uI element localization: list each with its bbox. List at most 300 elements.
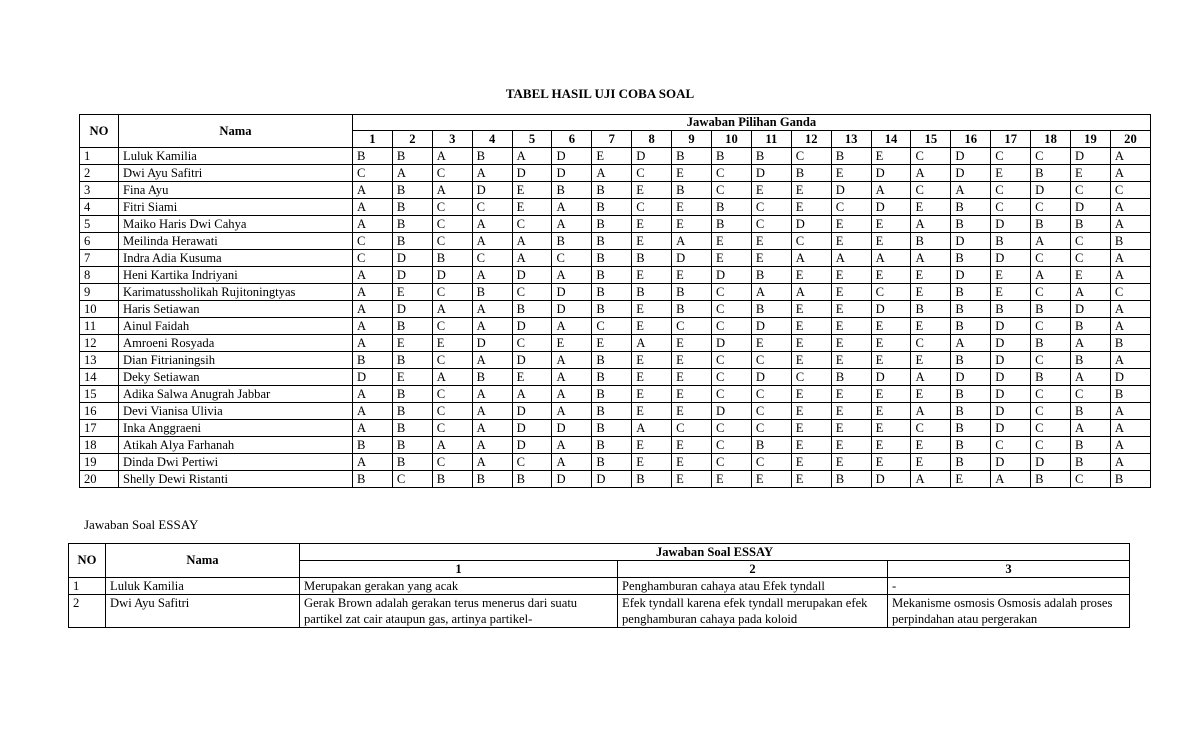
answer-cell: E [632,318,672,335]
question-number-header: 13 [831,131,871,148]
student-name-cell: Karimatussholikah Rujitoningtyas [119,284,353,301]
answer-cell: D [1071,301,1111,318]
answer-cell: C [672,318,712,335]
table-row [80,284,1151,301]
answer-cell: D [1071,199,1111,216]
answer-cell: A [432,301,472,318]
answer-cell: B [592,182,632,199]
question-number-header: 2 [392,131,432,148]
answer-cell: C [432,420,472,437]
essay-group-header: Jawaban Soal ESSAY [300,544,1130,561]
answer-cell: D [751,165,791,182]
answer-cell: B [392,386,432,403]
answer-cell: E [592,335,632,352]
answer-cell: A [632,420,672,437]
answer-cell: B [1071,216,1111,233]
answer-cell: A [353,284,393,301]
question-number-header: 1 [300,561,618,578]
question-number-header: 16 [951,131,991,148]
answer-cell: B [472,284,512,301]
answer-cell: B [392,454,432,471]
answer-cell: A [353,386,393,403]
answer-cell: C [911,335,951,352]
answer-cell: E [751,250,791,267]
answer-cell: E [751,233,791,250]
answer-cell: D [991,216,1031,233]
answer-cell: E [432,335,472,352]
student-name-cell: Amroeni Rosyada [119,335,353,352]
answer-cell: B [672,182,712,199]
essay-answer-text: Mekanisme osmosis Osmosis adalah proses perpindahan atau pergerakan [892,596,1113,626]
answer-cell: D [552,471,592,488]
answer-cell: D [1110,369,1150,386]
answer-cell: B [791,165,831,182]
question-number-header: 11 [751,131,791,148]
question-number-header: 12 [791,131,831,148]
no-column-header: NO [80,115,119,148]
answer-cell: B [951,454,991,471]
answer-cell: C [791,233,831,250]
answer-cell: C [472,250,512,267]
answer-cell: E [831,420,871,437]
student-name-cell: Fina Ayu [119,182,353,199]
answer-cell: E [991,165,1031,182]
essay-answer-cell [300,595,618,628]
answer-cell: A [871,250,911,267]
answer-cell: B [911,301,951,318]
answer-cell: C [632,165,672,182]
answer-cell: D [512,403,552,420]
answer-cell: A [353,335,393,352]
answer-cell: A [552,216,592,233]
answer-cell: E [672,386,712,403]
row-number-cell: 20 [80,471,119,488]
answer-cell: E [791,386,831,403]
answer-cell: E [712,471,752,488]
answer-cell: B [592,267,632,284]
student-name-cell: Deky Setiawan [119,369,353,386]
answer-cell: E [632,386,672,403]
answer-cell: D [472,335,512,352]
answer-cell: B [751,301,791,318]
answer-cell: C [751,403,791,420]
answer-cell: B [592,437,632,454]
answer-cell: E [791,352,831,369]
answer-cell: A [1031,267,1071,284]
row-number-cell: 2 [69,595,106,628]
answer-cell: E [871,437,911,454]
answer-cell: D [951,148,991,165]
multiple-choice-group-header: Jawaban Pilihan Ganda [353,115,1151,131]
answer-cell: A [512,386,552,403]
answer-cell: A [911,250,951,267]
answer-cell: B [672,148,712,165]
answer-cell: A [1110,437,1150,454]
answer-cell: B [672,301,712,318]
answer-cell: B [1071,454,1111,471]
answer-cell: B [592,454,632,471]
answer-cell: B [392,420,432,437]
answer-cell: E [512,182,552,199]
answer-cell: A [831,250,871,267]
answer-cell: C [432,318,472,335]
answer-cell: D [353,369,393,386]
answer-cell: E [871,148,911,165]
answer-cell: D [512,437,552,454]
answer-cell: A [911,471,951,488]
answer-cell: B [751,148,791,165]
answer-cell: B [353,437,393,454]
answer-cell: D [512,165,552,182]
answer-cell: C [751,199,791,216]
answer-cell: B [472,369,512,386]
answer-cell: E [991,284,1031,301]
table-row [69,578,1130,595]
answer-cell: A [1110,216,1150,233]
answer-cell: C [1031,148,1071,165]
answer-cell: E [1071,165,1111,182]
answer-cell: A [1071,335,1111,352]
answer-cell: E [672,165,712,182]
answer-cell: C [1031,284,1071,301]
answer-cell: C [1031,250,1071,267]
answer-cell: E [831,386,871,403]
answer-cell: A [592,165,632,182]
answer-cell: B [951,420,991,437]
answer-cell: E [592,148,632,165]
answer-cell: B [951,250,991,267]
answer-cell: D [991,420,1031,437]
answer-cell: E [392,369,432,386]
answer-cell: E [751,182,791,199]
answer-cell: A [911,403,951,420]
answer-cell: C [1031,403,1071,420]
answer-cell: B [831,471,871,488]
student-name-cell: Haris Setiawan [119,301,353,318]
answer-cell: C [712,420,752,437]
row-number-cell: 17 [80,420,119,437]
answer-cell: A [1110,199,1150,216]
student-name-cell: Maiko Haris Dwi Cahya [119,216,353,233]
answer-cell: A [432,148,472,165]
answer-cell: B [592,233,632,250]
answer-cell: D [751,318,791,335]
answer-cell: C [751,386,791,403]
answer-cell: D [552,148,592,165]
answer-cell: D [991,386,1031,403]
student-name-cell: Dwi Ayu Safitri [106,595,300,628]
answer-cell: D [712,335,752,352]
answer-cell: B [392,182,432,199]
answer-cell: B [911,233,951,250]
answer-cell: A [353,301,393,318]
answer-cell: E [672,437,712,454]
answer-cell: B [592,284,632,301]
student-name-cell: Devi Vianisa Ulivia [119,403,353,420]
answer-cell: A [1110,318,1150,335]
answer-cell: D [592,471,632,488]
table-row [80,403,1151,420]
answer-cell: D [991,250,1031,267]
answer-cell: E [951,471,991,488]
answer-cell: A [512,250,552,267]
answer-cell: A [1110,352,1150,369]
answer-cell: B [432,471,472,488]
answer-cell: E [791,437,831,454]
answer-cell: A [472,454,512,471]
answer-cell: A [911,165,951,182]
answer-cell: B [991,301,1031,318]
answer-cell: E [831,454,871,471]
answer-cell: E [791,182,831,199]
answer-cell: A [512,148,552,165]
answer-cell: B [512,471,552,488]
answer-cell: D [1071,148,1111,165]
name-column-header: Nama [106,544,300,578]
answer-cell: E [791,403,831,420]
answer-cell: A [353,267,393,284]
answer-cell: D [871,165,911,182]
answer-cell: B [592,403,632,420]
answer-cell: B [951,352,991,369]
essay-answer-cell [888,578,1130,595]
answer-cell: C [712,301,752,318]
student-name-cell: Luluk Kamilia [106,578,300,595]
answer-cell: E [791,318,831,335]
answer-cell: A [951,335,991,352]
answer-cell: A [472,301,512,318]
table-row [80,318,1151,335]
table-row [80,471,1151,488]
answer-cell: A [472,233,512,250]
answer-cell: E [672,369,712,386]
answer-cell: D [831,182,871,199]
answer-cell: E [871,352,911,369]
answer-cell: B [1110,335,1150,352]
answer-cell: B [1031,301,1071,318]
answer-cell: E [672,454,712,471]
essay-answer-text: - [892,579,897,593]
answer-cell: D [951,267,991,284]
table-row [80,437,1151,454]
answer-cell: A [1110,454,1150,471]
answer-cell: E [911,437,951,454]
answer-cell: E [512,199,552,216]
answer-cell: E [632,216,672,233]
answer-cell: E [871,403,911,420]
answer-cell: B [392,148,432,165]
answer-cell: A [1031,233,1071,250]
answer-cell: D [991,403,1031,420]
answer-cell: A [791,284,831,301]
answer-cell: E [831,301,871,318]
essay-answer-cell [888,595,1130,628]
answer-cell: A [951,182,991,199]
answer-cell: A [472,267,512,284]
answer-cell: A [353,420,393,437]
answer-cell: C [432,386,472,403]
answer-cell: E [831,437,871,454]
answer-cell: A [552,352,592,369]
answer-cell: B [392,318,432,335]
answer-cell: C [991,437,1031,454]
answer-cell: D [991,454,1031,471]
answer-cell: B [951,216,991,233]
answer-cell: E [831,267,871,284]
answer-cell: B [353,352,393,369]
answer-cell: C [1031,437,1071,454]
answer-cell: A [353,199,393,216]
answer-cell: E [751,335,791,352]
answer-cell: C [712,386,752,403]
question-number-header: 8 [632,131,672,148]
table-row [80,352,1151,369]
student-name-cell: Ainul Faidah [119,318,353,335]
student-name-cell: Dinda Dwi Pertiwi [119,454,353,471]
answer-cell: E [632,182,672,199]
answer-cell: E [911,199,951,216]
answer-cell: E [911,318,951,335]
answer-cell: E [831,403,871,420]
table-row [80,233,1151,250]
answer-cell: E [831,318,871,335]
answer-cell: B [1110,386,1150,403]
table-row [80,369,1151,386]
answer-cell: A [552,369,592,386]
answer-cell: E [911,454,951,471]
answer-cell: E [791,454,831,471]
answer-cell: E [871,318,911,335]
answer-cell: B [951,318,991,335]
answer-cell: E [791,471,831,488]
answer-cell: B [392,233,432,250]
answer-cell: B [672,284,712,301]
answer-cell: D [512,318,552,335]
question-number-header: 14 [871,131,911,148]
answer-cell: E [911,284,951,301]
question-number-header: 2 [618,561,888,578]
essay-section-label: Jawaban Soal ESSAY [84,517,199,532]
answer-cell: A [1110,148,1150,165]
answer-cell: E [871,233,911,250]
answer-cell: D [871,301,911,318]
answer-cell: E [871,335,911,352]
answer-cell: E [552,335,592,352]
answer-cell: C [432,352,472,369]
answer-cell: E [831,352,871,369]
answer-cell: E [871,420,911,437]
answer-cell: E [791,199,831,216]
answer-cell: C [791,148,831,165]
answer-cell: C [751,420,791,437]
answer-cell: C [432,199,472,216]
answer-cell: C [632,199,672,216]
answer-cell: A [432,369,472,386]
row-number-cell: 10 [80,301,119,318]
answer-cell: D [392,250,432,267]
answer-cell: C [512,454,552,471]
answer-cell: B [592,250,632,267]
row-number-cell: 7 [80,250,119,267]
answer-cell: C [751,216,791,233]
row-number-cell: 2 [80,165,119,182]
answer-cell: A [552,386,592,403]
question-number-header: 19 [1071,131,1111,148]
answer-cell: D [991,335,1031,352]
essay-answer-text: Merupakan gerakan yang acak [304,579,459,593]
table-row [80,386,1151,403]
answer-cell: A [1110,267,1150,284]
answer-cell: C [592,318,632,335]
table-header-row [69,544,1130,561]
answer-cell: E [791,267,831,284]
answer-cell: C [712,437,752,454]
row-number-cell: 11 [80,318,119,335]
answer-cell: E [712,233,752,250]
table-row [80,301,1151,318]
answer-cell: A [432,437,472,454]
answer-cell: A [991,471,1031,488]
row-number-cell: 19 [80,454,119,471]
answer-cell: C [512,335,552,352]
table-row [69,595,1130,628]
answer-cell: C [1071,250,1111,267]
answer-cell: A [472,352,512,369]
answer-cell: E [672,403,712,420]
answer-cell: B [392,437,432,454]
answer-cell: B [552,233,592,250]
essay-answer-cell [300,578,618,595]
answer-cell: A [392,165,432,182]
answer-cell: D [472,182,512,199]
name-column-header: Nama [119,115,353,148]
student-name-cell: Indra Adia Kusuma [119,250,353,267]
answer-cell: C [1031,199,1071,216]
answer-cell: B [712,199,752,216]
answer-cell: A [472,403,512,420]
answer-cell: B [831,369,871,386]
answer-cell: E [911,352,951,369]
answer-cell: E [632,233,672,250]
table-row [80,165,1151,182]
answer-cell: A [1110,250,1150,267]
answer-cell: E [1071,267,1111,284]
answer-cell: B [472,471,512,488]
answer-cell: C [712,284,752,301]
answer-cell: E [632,437,672,454]
question-number-header: 6 [552,131,592,148]
answer-cell: B [632,284,672,301]
answer-cell: E [672,471,712,488]
answer-cell: B [592,199,632,216]
table-header-row [80,115,1151,131]
student-name-cell: Heni Kartika Indriyani [119,267,353,284]
answer-cell: A [472,165,512,182]
row-number-cell: 4 [80,199,119,216]
table-row [80,454,1151,471]
answer-cell: B [1110,233,1150,250]
row-number-cell: 3 [80,182,119,199]
answer-cell: D [552,301,592,318]
answer-cell: A [552,403,592,420]
answer-cell: A [871,182,911,199]
essay-answer-cell [618,595,888,628]
answer-cell: C [1031,386,1071,403]
answer-cell: B [632,250,672,267]
answer-cell: B [951,386,991,403]
answer-cell: D [871,471,911,488]
answer-cell: C [353,165,393,182]
